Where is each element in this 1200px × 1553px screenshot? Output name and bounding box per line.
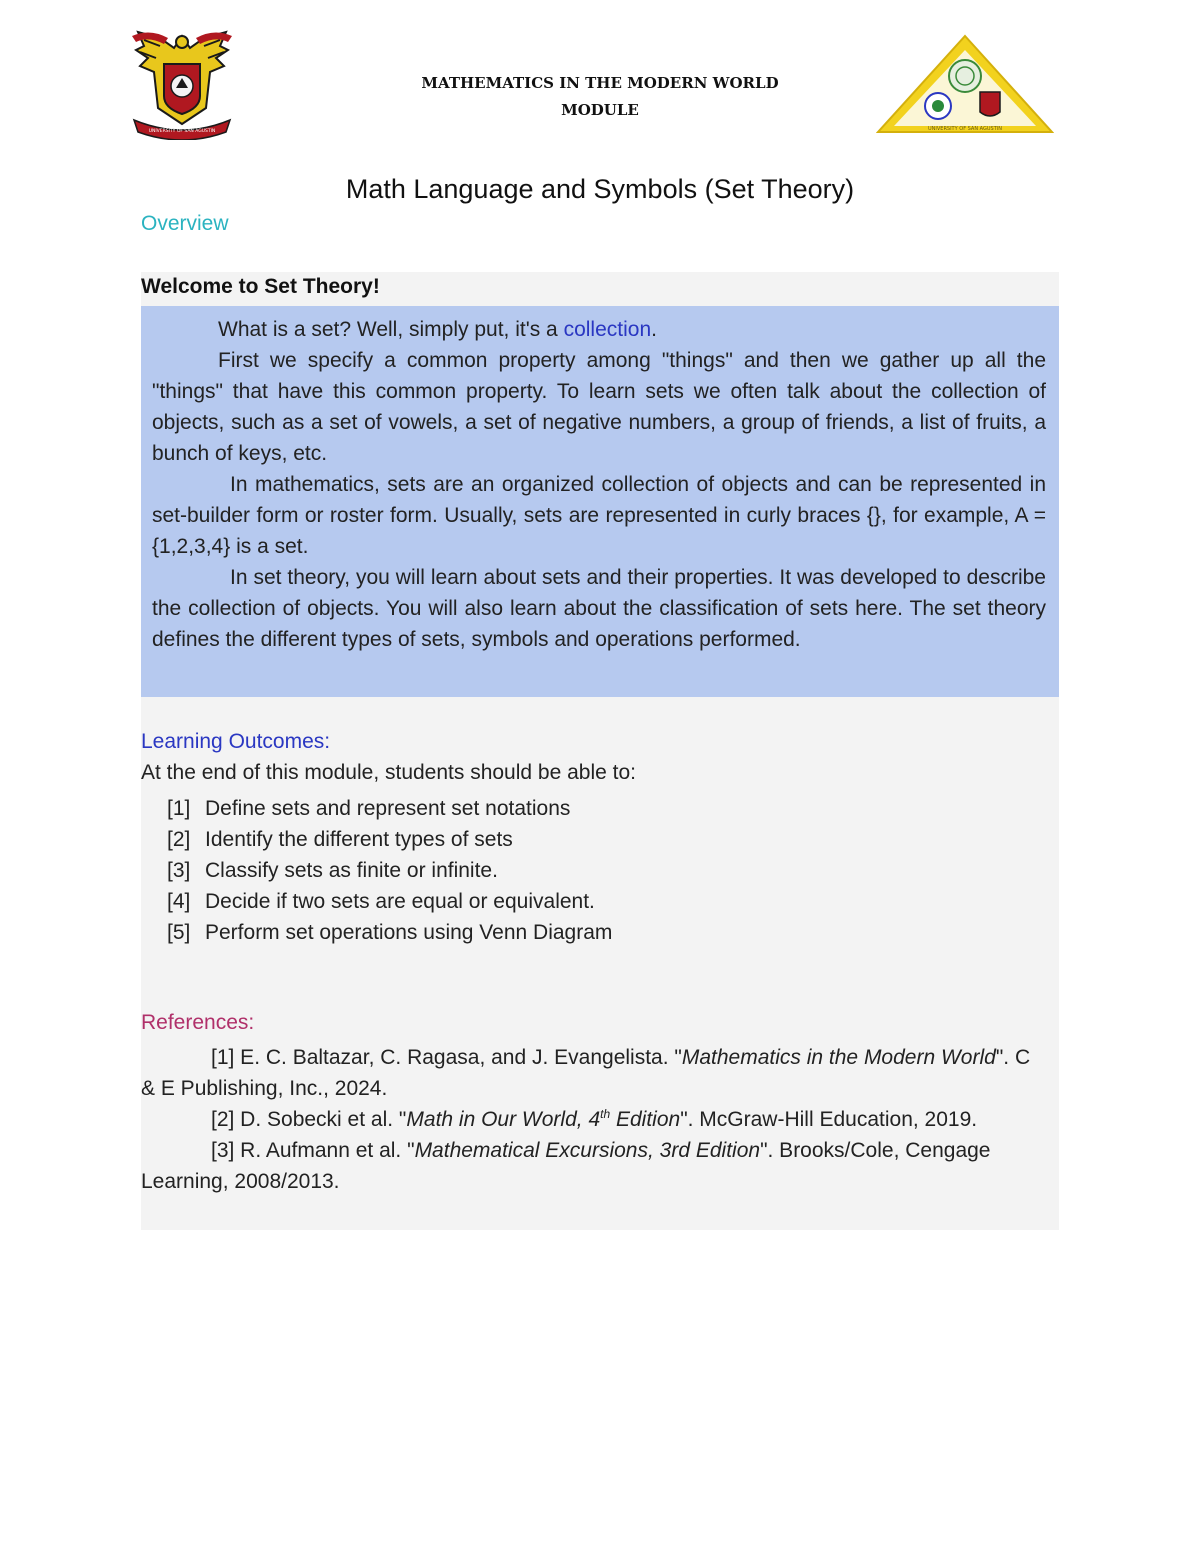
list-item-number: [4]	[167, 890, 191, 913]
module-header	[400, 70, 800, 124]
references-list	[141, 1042, 1041, 1197]
intro-p1-text: What is a set? Well, simply put, it's a	[218, 318, 564, 341]
intro-paragraph-3: In mathematics, sets are an organized collection of objects and can be represented in set-builder form or roster form. Usually, sets are represented in curly braces {}, for example, A = {1,2,3,4} is a set.	[152, 473, 1046, 558]
list-item	[167, 855, 612, 886]
reference-3-work: Mathematical Excursions, 3rd Edition	[414, 1139, 761, 1162]
green-seal-icon	[949, 60, 981, 92]
reference-1-authors: [1] E. C. Baltazar, C. Ragasa, and J. Evangelista. "	[211, 1046, 682, 1069]
reference-2-work-edition: Edition	[610, 1108, 681, 1131]
learning-outcomes-title: Learning Outcomes:	[141, 730, 331, 753]
reference-1	[141, 1042, 1041, 1104]
list-item-text: Classify sets as finite or infinite.	[205, 859, 498, 882]
list-item	[167, 917, 612, 948]
reference-2-superscript: th	[600, 1107, 611, 1121]
list-item-text: Identify the different types of sets	[205, 828, 513, 851]
reference-3-authors: [3] R. Aufmann et al. "	[211, 1139, 415, 1162]
reference-1-work: Mathematics in the Modern World	[681, 1046, 996, 1069]
list-item-text: Perform set operations using Venn Diagram	[205, 921, 613, 944]
intro-text	[152, 314, 1046, 655]
reference-3-publisher: ". Brooks/Cole, Cengage Learning, 2008/2013.	[141, 1139, 991, 1193]
reference-2-authors: [2] D. Sobecki et al. "	[211, 1108, 407, 1131]
intro-paragraph-4: In set theory, you will learn about sets and their properties. It was developed to describe the collection of objects. You will also learn about the classification of sets here. The set theory defines the different types of sets, symbols and operations performed.	[152, 566, 1046, 651]
reference-2-publisher: ". McGraw-Hill Education, 2019.	[680, 1108, 978, 1131]
intro-paragraph-2: First we specify a common property among "things" and then we gather up all the "things" that have this common property. To learn sets we often talk about the collection of objects, such as a set of vowels, a set of negative numbers, a group of friends, a list of fruits, a bunch of keys, etc.	[152, 349, 1046, 465]
emblem-ring-text: UNIVERSITY OF SAN AGUSTIN	[927, 126, 1003, 132]
module-header-line2: MODULE	[561, 101, 639, 119]
reference-3	[141, 1135, 1041, 1197]
document-title: Math Language and Symbols (Set Theory)	[345, 174, 855, 204]
welcome-heading: Welcome to Set Theory!	[141, 275, 380, 298]
list-item-number: [1]	[167, 797, 191, 820]
overview-label: Overview	[141, 212, 229, 235]
learning-outcomes-list	[167, 793, 612, 948]
list-item	[167, 886, 612, 917]
seal-ribbon-text: UNIVERSITY OF SAN AGUSTIN	[148, 129, 216, 134]
collection-link[interactable]: collection	[563, 318, 652, 341]
college-emblem-logo	[876, 34, 1054, 134]
list-item-number: [2]	[167, 828, 191, 851]
university-seal-logo	[130, 28, 234, 140]
red-crest-icon	[980, 92, 1000, 116]
reference-2	[141, 1104, 1041, 1135]
list-item-number: [5]	[167, 921, 191, 944]
reference-2-work: Math in Our World, 4	[406, 1108, 601, 1131]
module-header-line1: MATHEMATICS IN THE MODERN WORLD	[421, 74, 779, 92]
references-title: References:	[141, 1011, 255, 1034]
learning-outcomes-intro: At the end of this module, students should be able to:	[141, 761, 636, 784]
intro-paragraph-1	[152, 314, 1046, 345]
list-item-text: Decide if two sets are equal or equivalent.	[205, 890, 595, 913]
list-item-number: [3]	[167, 859, 191, 882]
list-item-text: Define sets and represent set notations	[205, 797, 571, 820]
list-item	[167, 824, 612, 855]
intro-p1-end: .	[651, 318, 657, 341]
reference-1-publisher: ". C & E Publishing, Inc., 2024.	[141, 1046, 1031, 1100]
list-item	[167, 793, 612, 824]
